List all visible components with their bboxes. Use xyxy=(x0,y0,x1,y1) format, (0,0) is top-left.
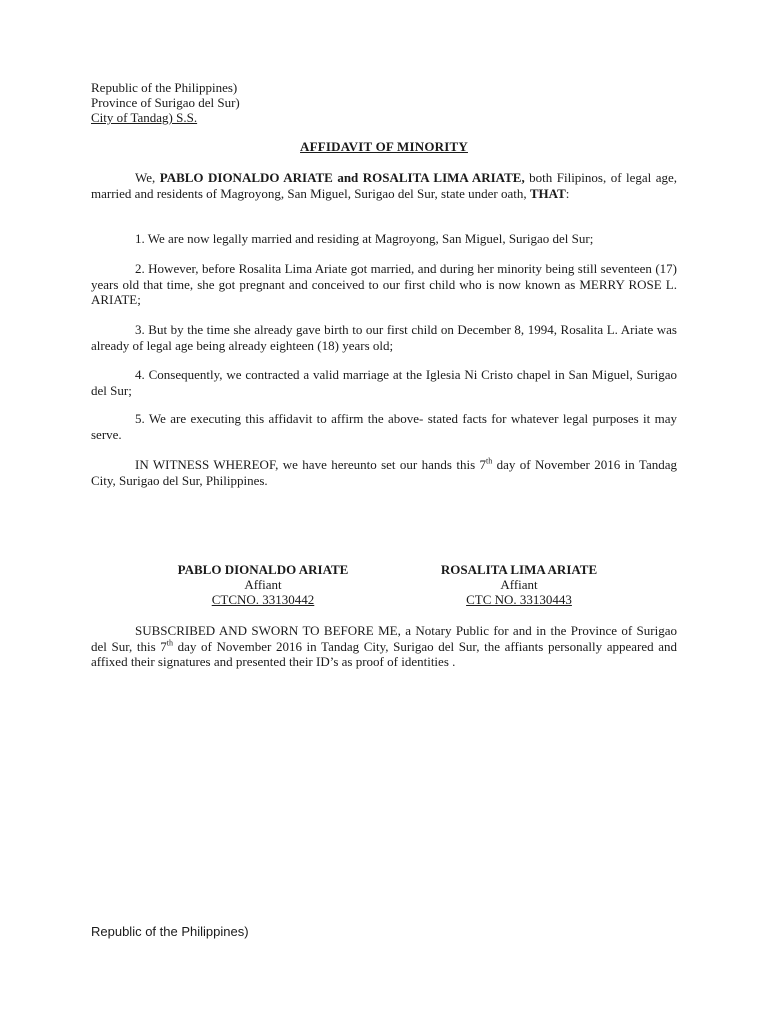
item-3-text: 3. But by the time she already gave birth to our first child on December 8, 1994, Rosalita L. Ariate was already of legal age being already eighteen (18) years old; xyxy=(91,322,677,353)
signature-block xyxy=(0,562,768,612)
item-2-paragraph xyxy=(91,261,677,308)
signatory-1-name: PABLO DIONALDO ARIATE xyxy=(177,562,349,577)
signatory-2-ctc: CTC NO. 33130443 xyxy=(466,592,572,607)
witness-pre: IN WITNESS WHEREOF, we have hereunto set our hands this 7 xyxy=(135,457,487,472)
item-2-text: 2. However, before Rosalita Lima Ariate got married, and during her minority being still seventeen (17) years old that time, she got pregnant and conceived to our first child who is now known as MERRY ROSE L. ARIATE; xyxy=(91,261,677,307)
intro-we: We, xyxy=(135,170,160,185)
venue-republic: Republic of the Philippines) xyxy=(91,80,238,95)
item-5-text: 5. We are executing this affidavit to affirm the above- stated facts for whatever legal purposes it may serve. xyxy=(91,411,677,442)
signatory-1 xyxy=(143,562,383,607)
venue-block xyxy=(91,80,240,125)
witness-post: day of November 2016 in Tandag City, Surigao del Sur, Philippines. xyxy=(91,457,677,488)
venue-province: Province of Surigao del Sur) xyxy=(91,95,240,110)
item-1-paragraph xyxy=(91,231,677,247)
jurat-ordinal: th xyxy=(166,638,174,648)
signatory-1-ctc: CTCNO. 33130442 xyxy=(211,592,315,607)
signatory-2-name: ROSALITA LIMA ARIATE xyxy=(440,562,598,577)
witness-ordinal: th xyxy=(486,456,493,466)
item-1-text: 1. We are now legally married and residing at Magroyong, San Miguel, Surigao del Sur; xyxy=(135,231,594,246)
document-title: AFFIDAVIT OF MINORITY xyxy=(300,139,468,154)
intro-that: THAT xyxy=(529,185,566,201)
intro-body: both Filipinos, of legal age, married and residents of Magroyong, San Miguel, Surigao del Sur, state under oath, xyxy=(91,170,678,201)
signatory-2 xyxy=(399,562,639,607)
item-4-paragraph xyxy=(91,367,677,398)
footer-republic: Republic of the Philippines) xyxy=(91,924,249,939)
venue-city: City of Tandag) S.S. xyxy=(91,110,198,125)
intro-paragraph xyxy=(91,170,677,201)
jurat-post: day of November 2016 in Tandag City, Surigao del Sur, the affiants personally appeared and affixed their signatures and presented their ID’s as proof of identities . xyxy=(91,638,678,669)
item-3-paragraph xyxy=(91,322,677,353)
signatory-1-role: Affiant xyxy=(244,577,282,592)
jurat-pre: SUBSCRIBED AND SWORN TO BEFORE ME, a Notary Public for and in the Province of Surigao del Sur, this 7 xyxy=(91,623,677,654)
intro-affiants: PABLO DIONALDO ARIATE and ROSALITA LIMA ARIATE, xyxy=(159,170,525,185)
witness-paragraph xyxy=(91,457,677,488)
item-5-paragraph xyxy=(91,411,677,442)
jurat-paragraph xyxy=(91,623,677,670)
item-4-text: 4. Consequently, we contracted a valid marriage at the Iglesia Ni Cristo chapel in San Miguel, Surigao del Sur; xyxy=(91,367,677,398)
intro-colon: : xyxy=(565,185,570,201)
signatory-2-role: Affiant xyxy=(500,577,538,592)
